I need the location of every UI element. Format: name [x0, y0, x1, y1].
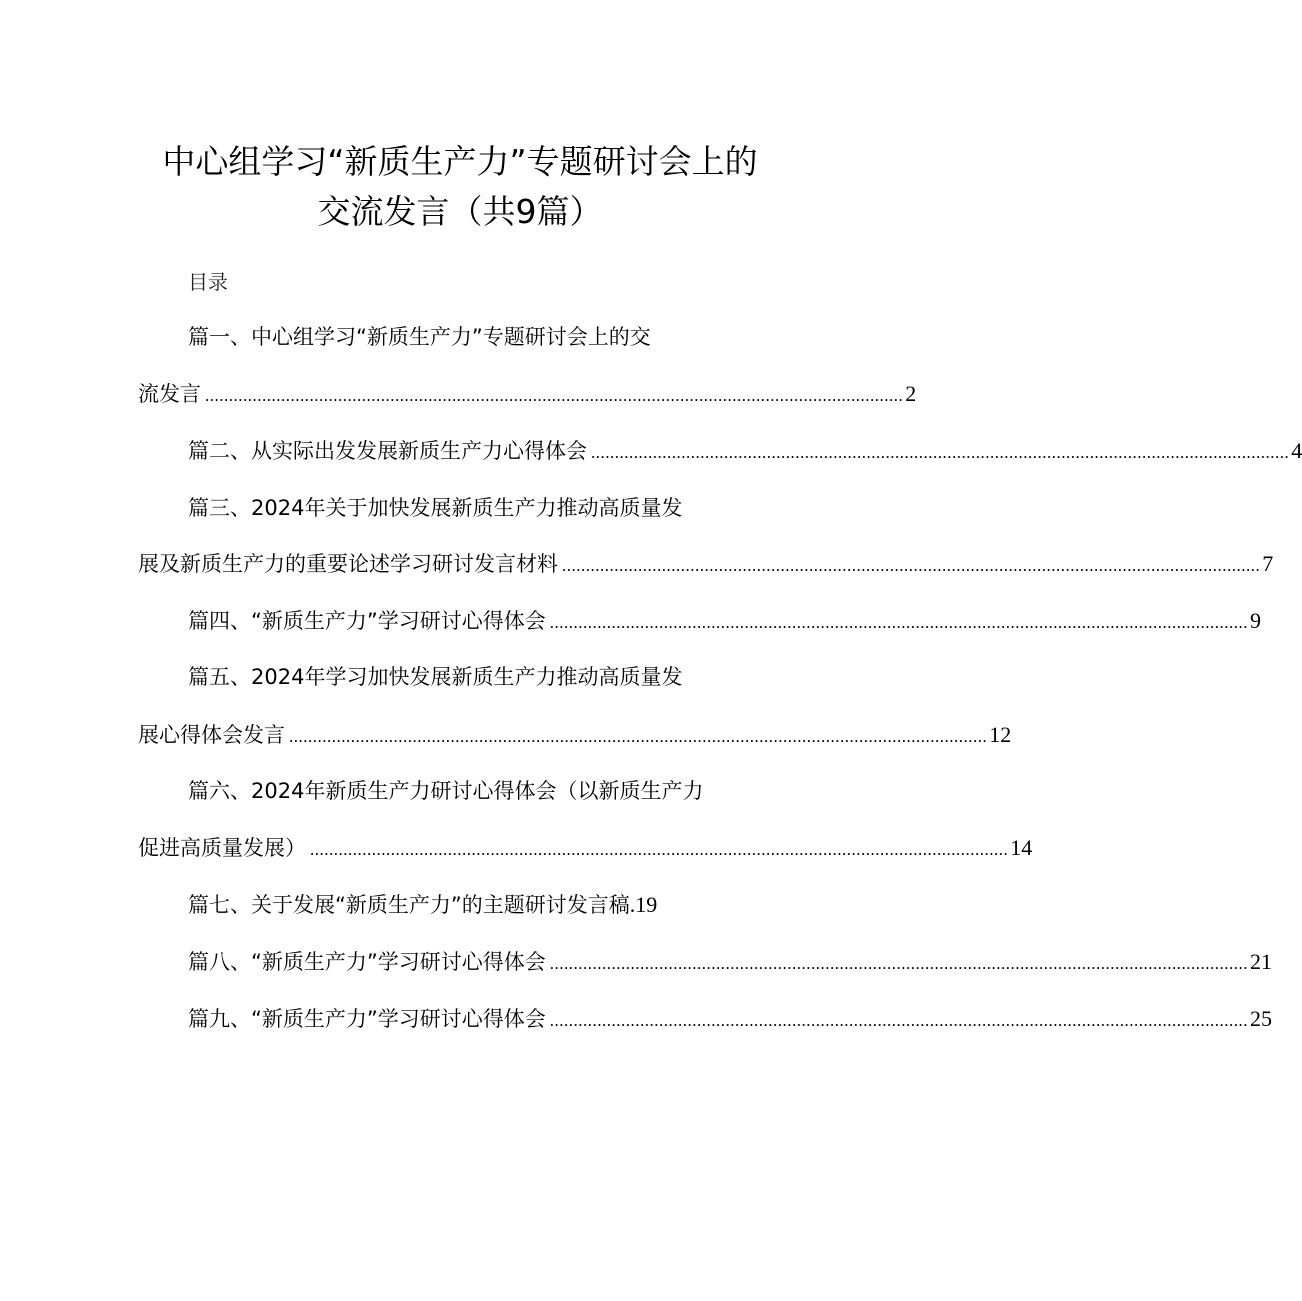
toc-entry-1[interactable] [138, 379, 917, 411]
toc-entry-3-page: 7 [1262, 551, 1274, 576]
toc-entry-8-page: 21 [1250, 949, 1273, 974]
toc-entry-3-line-2: 展及新质生产力的重要论述学习研讨发言材料 [138, 552, 558, 576]
toc-entry-9[interactable] [188, 1004, 1273, 1036]
toc-entry-4-page: 9 [1250, 608, 1262, 633]
toc-leader-dots: ................................................................................................................................................... [549, 954, 1249, 973]
toc-entry-1-line-1[interactable]: 篇一、中心组学习“新质生产力”专题研讨会上的交 [188, 325, 651, 349]
toc-leader-dots: ................................................................................................................................................... [205, 386, 904, 405]
toc-entry-5-line-2: 展心得体会发言 [138, 723, 285, 747]
toc-entry-1-page: 2 [905, 381, 917, 406]
toc-entry-8-title: 篇八、“新质生产力”学习研讨心得体会 [188, 950, 546, 974]
toc-leader-dots: ................................................................................................................................................... [549, 613, 1249, 632]
toc-entry-7[interactable] [188, 890, 657, 920]
toc-entry-5[interactable] [138, 720, 1012, 752]
toc-entry-4[interactable] [188, 606, 1262, 638]
toc-heading: 目录 [188, 270, 228, 294]
toc-entry-2-title: 篇二、从实际出发发展新质生产力心得体会 [188, 439, 587, 463]
toc-leader-dots: ................................................................................................................................................... [549, 1011, 1249, 1030]
toc-entry-3[interactable] [138, 549, 1274, 581]
toc-entry-1-line-2: 流发言 [138, 382, 201, 406]
toc-entry-7-page: .19 [629, 892, 658, 917]
toc-entry-8[interactable] [188, 947, 1273, 979]
toc-entry-2[interactable] [188, 436, 1302, 468]
document-title-line-2: 交流发言（共9篇） [317, 192, 603, 231]
toc-leader-dots: ................................................................................................................................................... [289, 727, 988, 746]
toc-entry-9-title: 篇九、“新质生产力”学习研讨心得体会 [188, 1007, 546, 1031]
toc-entry-6-line-1[interactable]: 篇六、2024年新质生产力研讨心得体会（以新质生产力 [188, 779, 704, 803]
toc-entry-6-page: 14 [1010, 835, 1033, 860]
toc-entry-9-page: 25 [1250, 1006, 1273, 1031]
document-title-line-1: 中心组学习“新质生产力”专题研讨会上的 [162, 142, 758, 181]
toc-entry-6[interactable] [138, 833, 1033, 865]
toc-entry-2-page: 4 [1291, 438, 1302, 463]
toc-entry-4-title: 篇四、“新质生产力”学习研讨心得体会 [188, 609, 546, 633]
toc-entry-3-line-1[interactable]: 篇三、2024年关于加快发展新质生产力推动高质量发 [188, 496, 683, 520]
toc-entry-5-page: 12 [989, 722, 1012, 747]
toc-leader-dots: ................................................................................................................................................... [591, 443, 1290, 462]
toc-entry-7-title: 篇七、关于发展“新质生产力”的主题研讨发言稿 [188, 893, 630, 917]
toc-entry-5-line-1[interactable]: 篇五、2024年学习加快发展新质生产力推动高质量发 [188, 665, 683, 689]
toc-leader-dots: ................................................................................................................................................... [310, 840, 1009, 859]
toc-entry-6-line-2: 促进高质量发展） [138, 836, 306, 860]
toc-leader-dots: ................................................................................................................................................... [562, 556, 1261, 575]
